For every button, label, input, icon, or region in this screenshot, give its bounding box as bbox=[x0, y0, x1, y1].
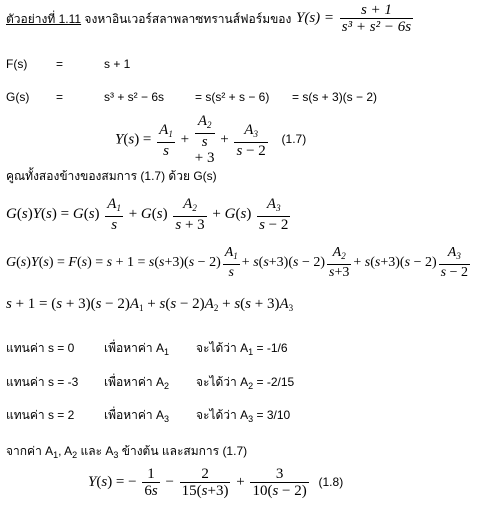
g-value-3: = s(s + 3)(s − 2) bbox=[292, 90, 378, 104]
find-1: เพื่อหาค่า $A_1$ bbox=[104, 341, 169, 357]
subst-1: แทนค่า s = 0 bbox=[6, 341, 75, 355]
equation-s-plus-1: $s + 1 = (s + 3)(s - 2)A_1 + s(s - 2)A_2 + s(s + 3)A_3$ bbox=[6, 296, 294, 313]
result-3: จะได้ว่า $A_3 = 3/10$ bbox=[196, 408, 291, 424]
eq-1-8-tag: (1.8) bbox=[318, 474, 344, 489]
subst-3: แทนค่า s = 2 bbox=[6, 408, 75, 422]
result-2: จะได้ว่า $A_2 = -2/15$ bbox=[196, 375, 295, 391]
g-value-1: s³ + s² − 6s bbox=[104, 90, 165, 104]
example-task: จงหาอินเวอร์สลาพลาซทรานส์ฟอร์มของ bbox=[84, 12, 292, 26]
find-2: เพื่อหาค่า $A_2$ bbox=[104, 375, 169, 391]
f-label: F(s) bbox=[6, 57, 28, 71]
ys-denominator: s³ + s² − 6s bbox=[341, 19, 412, 35]
ys-fraction bbox=[340, 2, 413, 35]
equation-1-8: Y(s) = − $\frac{1}{6s}$ − $\frac{2}{15(s+3)}$ + $\frac{3}{10(s - 2)}$ (1.8) bbox=[88, 466, 344, 499]
eq-1-7-tag: (1.7) bbox=[281, 132, 307, 147]
example-expression bbox=[296, 2, 415, 35]
g-label: G(s) bbox=[6, 90, 30, 104]
example-title bbox=[6, 10, 291, 29]
find-3: เพื่อหาค่า $A_3$ bbox=[104, 408, 169, 424]
multiply-text: คูณทั้งสองข้างของสมการ (1.7) ด้วย G(s) bbox=[6, 169, 217, 183]
equation-1-7: Y(s) = $\frac{A_1}{s}$ + $A_2$ s + 3 + $\frac{A_3}{s - 2}$ (1.7) bbox=[115, 113, 307, 166]
ys-label: Y(s) = bbox=[296, 9, 335, 26]
ys-numerator: s + 1 bbox=[340, 2, 413, 19]
g-value-2: = s(s² + s − 6) bbox=[195, 90, 270, 104]
g-equals: = bbox=[56, 90, 64, 104]
from-values-text: จากค่า $A_1$, $A_2$ และ $A_3$ ข้างต้น และสมการ (1.7) bbox=[6, 444, 248, 460]
equation-gy-2: G(s)Y(s) = F(s) = s + 1 = s(s+3)(s − 2) $\frac{A_1}{s}$ + s(s+3)(s − 2) $\frac{A_2}{s+3}$ + s(s+3)(s − 2) $\frac{A_3}{s - 2}$ bbox=[6, 245, 468, 280]
f-value: s + 1 bbox=[104, 57, 131, 71]
example-label: ตัวอย่างที่ 1.11 bbox=[6, 12, 82, 26]
subst-2: แทนค่า s = -3 bbox=[6, 375, 79, 389]
f-equals: = bbox=[56, 57, 64, 71]
equation-gy-1: G(s)Y(s) = G(s) $\frac{A_1}{s}$ + G(s) $\frac{A_2}{s + 3}$ + G(s) $\frac{A_3}{s - 2}$ bbox=[6, 196, 289, 233]
result-1: จะได้ว่า $A_1 = -1/6$ bbox=[196, 341, 288, 357]
